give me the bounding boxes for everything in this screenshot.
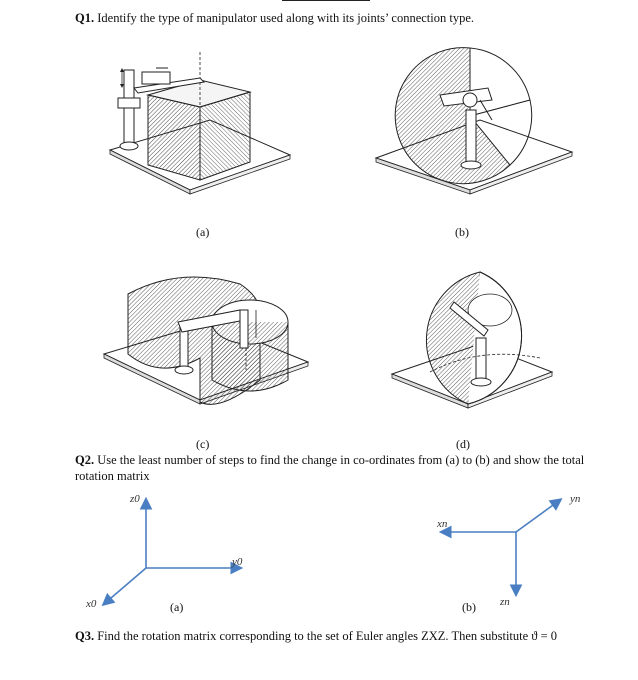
question-3-text: Find the rotation matrix corresponding to the set of Euler angles ZXZ. Then substitute ϑ = 0	[97, 629, 558, 643]
figure-b-caption: (b)	[455, 225, 469, 239]
question-1-number: Q1.	[75, 11, 95, 25]
question-1-text: Identify the type of manipulator used along with its joints’ connection type.	[97, 11, 475, 25]
frame-b-axes	[430, 490, 590, 610]
frame-a-x-label: x0	[86, 598, 97, 610]
frame-a-y-label: y0	[232, 556, 243, 568]
frame-a-caption: (a)	[170, 600, 184, 614]
figure-a-caption: (a)	[196, 225, 210, 239]
figure-d-caption: (d)	[456, 437, 470, 451]
figure-b-spherical-robot	[370, 40, 580, 200]
question-2	[75, 452, 595, 484]
frame-b-y-axis	[516, 500, 560, 532]
figure-d-articulated-robot	[390, 262, 560, 437]
question-2-number: Q2.	[75, 453, 95, 467]
question-1	[75, 10, 595, 26]
frame-b-z-label: zn	[500, 596, 510, 608]
frame-a-x-axis	[104, 568, 146, 604]
figure-a-cartesian-robot	[100, 40, 300, 200]
question-2-text: Use the least number of steps to find the change in co-ordinates from (a) to (b) and show the total rotation matrix	[75, 453, 585, 483]
frame-b-x-label: xn	[437, 518, 448, 530]
question-3	[75, 628, 615, 644]
figure-c-caption: (c)	[196, 437, 210, 451]
frame-a-z-label: z0	[130, 493, 140, 505]
figure-c-scara-robot	[100, 262, 315, 437]
top-rule	[282, 0, 370, 1]
frame-b-y-label: yn	[570, 493, 581, 505]
question-3-number: Q3.	[75, 629, 95, 643]
frame-b-caption: (b)	[462, 600, 476, 614]
